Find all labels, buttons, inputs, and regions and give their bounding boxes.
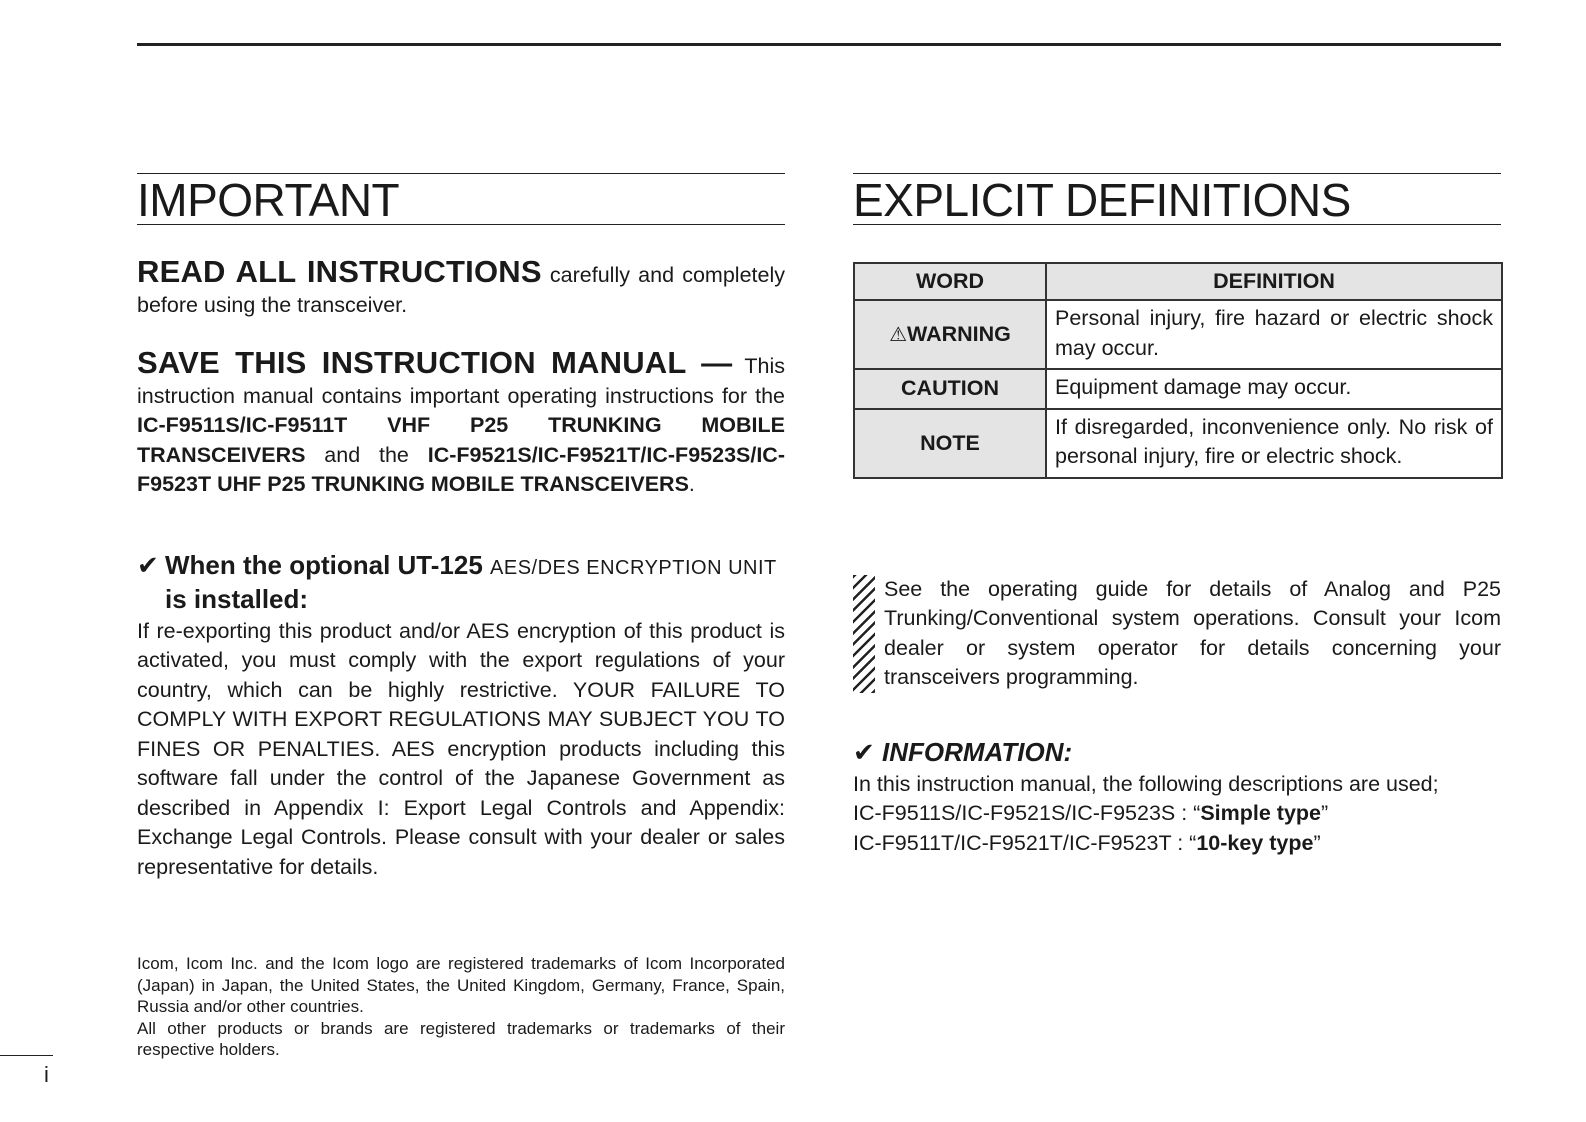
ten-key-type-line: IC-F9511T/IC-F9521T/IC-F9523T : “10-key type” <box>853 830 1321 855</box>
table-row <box>854 300 1502 369</box>
save-text-1: This instruction manual contains important operating instructions for the <box>137 354 785 408</box>
uhf-model-names: IC-F9521S/IC-F9521T/IC-F9523S/IC-F9523T UHF P25 TRUNKING MOBILE TRANSCEIVERS <box>137 442 785 496</box>
save-text-2: and the <box>305 442 428 467</box>
trademark-line-1: Icom, Icom Inc. and the Icom logo are registered trademarks of Icom Incorporated (Japan) in Japan, the United States, the United Kingdom, Germany, France, Spain, Russia and/or other countries. <box>137 954 785 1016</box>
important-column <box>137 173 785 882</box>
heading-part-1: When the optional UT-125 <box>165 549 491 580</box>
ten-key-type-label: 10-key type <box>1196 830 1314 855</box>
trademark-notice <box>137 953 785 1061</box>
checkmark-icon: ✔ <box>853 736 875 767</box>
heading-unit-name: AES/DES ENCRYPTION UNIT <box>490 556 777 579</box>
note-text: See the operating guide for details of Analog and P25 Trunking/Conventional system operations. Consult your Icom dealer or system operator for details concerning your transceivers programming. <box>884 576 1501 689</box>
checkmark-icon: ✔ <box>137 549 159 580</box>
export-notice: If re-exporting this product and/or AES encryption of this product is activated, you must comply with the export regulations of your country, which can be highly restrictive. YOUR FAILURE TO COMPLY WITH EXPORT REGULATIONS MAY SUBJECT YOU TO FINES OR PENALTIES. AES encryption products including this software fall under the control of the Japanese Government as described in Appendix I: Export Legal Controls and Appendix: Exchange Legal Controls. Please consult with your dealer or sales representative for details. <box>137 618 785 879</box>
hatched-note-icon <box>853 575 875 693</box>
table-row <box>854 409 1502 478</box>
important-title: IMPORTANT <box>137 173 785 225</box>
word-note: NOTE <box>854 409 1046 478</box>
definition-caution: Equipment damage may occur. <box>1046 369 1502 409</box>
save-manual-paragraph <box>137 345 785 500</box>
page-number-rule <box>0 1055 53 1056</box>
information-line: In this instruction manual, the following descriptions are used; <box>853 771 1439 796</box>
simple-type-label: Simple type <box>1200 801 1322 825</box>
save-lead: SAVE THIS INSTRUCTION MANUAL — <box>137 345 733 380</box>
information-heading <box>853 737 1501 768</box>
definitions-title: EXPLICIT DEFINITIONS <box>853 173 1501 225</box>
page-number: i <box>44 1062 49 1087</box>
top-rule <box>137 43 1501 46</box>
read-instructions-paragraph <box>137 254 785 320</box>
encryption-unit-heading <box>137 550 785 615</box>
table-row <box>854 369 1502 409</box>
information-title: INFORMATION: <box>882 736 1073 767</box>
read-lead: READ ALL INSTRUCTIONS <box>137 254 542 289</box>
definitions-table <box>853 262 1503 479</box>
definitions-column <box>853 173 1501 858</box>
definition-warning: Personal injury, fire hazard or electric shock may occur. <box>1046 300 1502 369</box>
heading-part-2: is installed: <box>165 583 309 614</box>
read-text: carefully and completely before using the transceiver. <box>137 263 785 317</box>
save-text-3: . <box>688 472 695 496</box>
column-header-word: WORD <box>854 263 1046 300</box>
table-header-row <box>854 263 1502 300</box>
definition-note: If disregarded, inconvenience only. No risk of personal injury, fire or electric shock. <box>1046 409 1502 478</box>
operating-guide-note <box>853 575 1501 693</box>
vhf-model-names: IC-F9511S/IC-F9511T VHF P25 TRUNKING MOBILE TRANSCEIVERS <box>137 413 785 467</box>
word-caution: CAUTION <box>854 369 1046 409</box>
trademark-line-2: All other products or brands are registered trademarks or trademarks of their respective holders. <box>137 1018 785 1059</box>
information-body <box>853 770 1501 859</box>
simple-type-line: IC-F9511S/IC-F9521S/IC-F9523S : “Simple type” <box>853 801 1329 825</box>
word-warning: ⚠WARNING <box>854 300 1046 369</box>
column-header-definition: DEFINITION <box>1046 263 1502 300</box>
warning-icon: ⚠ <box>889 324 907 346</box>
